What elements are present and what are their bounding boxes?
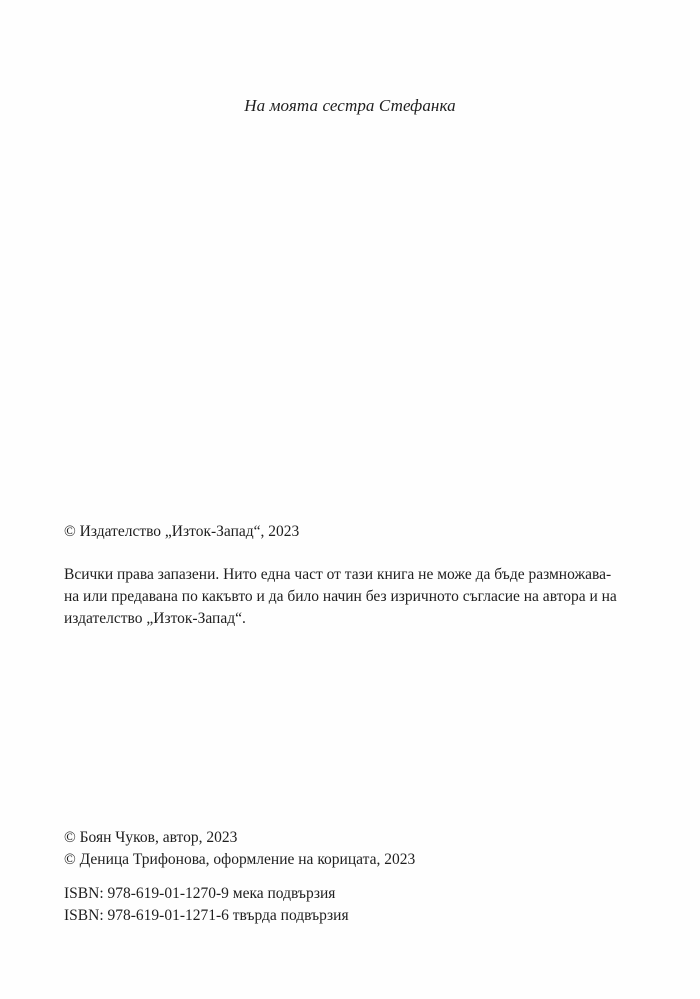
rights-notice-line: на или предавана по какъвто и да било начин без изричното съгласие на автора и на — [64, 588, 617, 605]
rights-notice-line: Всички права запазени. Нито една част от тази книга не може да бъде размножава- — [64, 566, 612, 583]
cover-design-copyright: © Деница Трифонова, оформление на корицата, 2023 — [64, 851, 416, 868]
rights-notice — [64, 564, 638, 630]
isbn-paperback: ISBN: 978-619-01-1270-9 мека подвързия — [64, 885, 336, 902]
publisher-copyright: © Издателство „Изток-Запад“, 2023 — [64, 523, 300, 540]
credits — [64, 827, 638, 871]
author-copyright: © Боян Чуков, автор, 2023 — [64, 829, 238, 846]
isbn-hardcover: ISBN: 978-619-01-1271-6 твърда подвързия — [64, 907, 349, 924]
rights-notice-line: издателство „Изток-Запад“. — [64, 610, 246, 627]
dedication: На моята сестра Стефанка — [244, 96, 456, 115]
isbn-list — [64, 883, 638, 927]
